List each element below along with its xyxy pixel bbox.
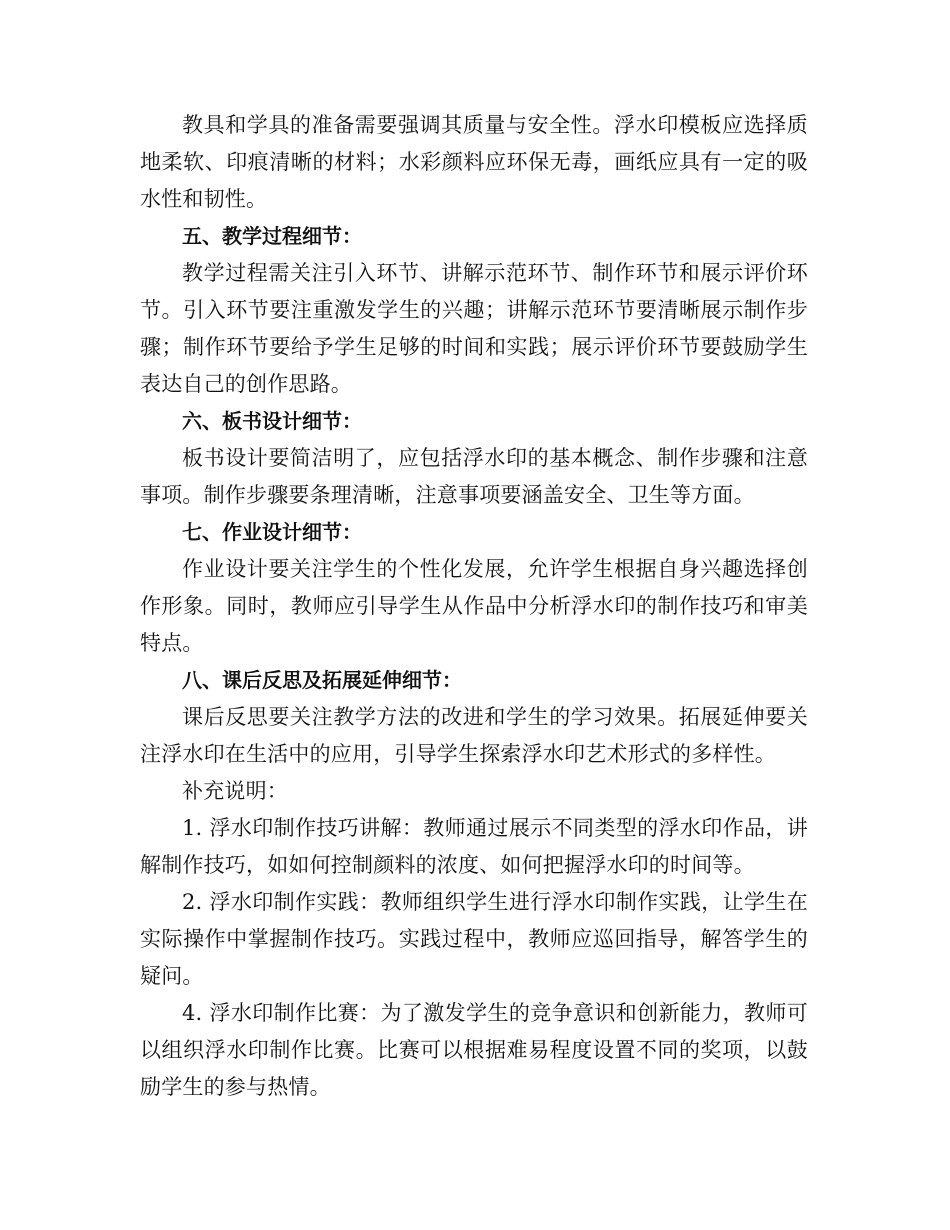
paragraph-supplement-label: 补充说明： [182,779,288,803]
section-heading-homework-design: 七、作业设计细节： [182,520,362,544]
paragraph-homework-design: 作业设计要关注学生的个性化发展，允许学生根据自身兴趣选择创作形象。同时，教师应引导学生从作品中分析浮水印的制作技巧和审美特点。 [140,557,808,655]
paragraph-reflection-extension: 课后反思要关注教学方法的改进和学生的学习效果。拓展延伸要关注浮水印在生活中的应用，引导学生探索浮水印艺术形式的多样性。 [140,705,808,766]
document-body [140,107,808,1106]
list-item-competition: 4. 浮水印制作比赛：为了激发学生的竞争意识和创新能力，教师可以组织浮水印制作比赛。比赛可以根据难易程度设置不同的奖项，以鼓励学生的参与热情。 [140,1001,808,1099]
paragraph-teaching-process: 教学过程需关注引入环节、讲解示范环节、制作环节和展示评价环节。引入环节要注重激发学生的兴趣；讲解示范环节要清晰展示制作步骤；制作环节要给予学生足够的时间和实践；展示评价环节要鼓励学生表达自己的创作思路。 [140,261,808,396]
paragraph-board-design: 板书设计要简洁明了，应包括浮水印的基本概念、制作步骤和注意事项。制作步骤要条理清晰，注意事项要涵盖安全、卫生等方面。 [140,446,808,507]
section-heading-reflection-extension: 八、课后反思及拓展延伸细节： [182,668,462,692]
section-heading-board-design: 六、板书设计细节： [182,409,362,433]
list-item-technique-explanation: 1. 浮水印制作技巧讲解：教师通过展示不同类型的浮水印作品，讲解制作技巧，如如何控制颜料的浓度、如何把握浮水印的时间等。 [140,816,808,877]
paragraph-materials: 教具和学具的准备需要强调其质量与安全性。浮水印模板应选择质地柔软、印痕清晰的材料；水彩颜料应环保无毒，画纸应具有一定的吸水性和韧性。 [140,113,808,211]
section-heading-teaching-process: 五、教学过程细节： [182,224,362,248]
list-item-practice: 2. 浮水印制作实践：教师组织学生进行浮水印制作实践，让学生在实际操作中掌握制作技巧。实践过程中，教师应巡回指导，解答学生的疑问。 [140,890,808,988]
